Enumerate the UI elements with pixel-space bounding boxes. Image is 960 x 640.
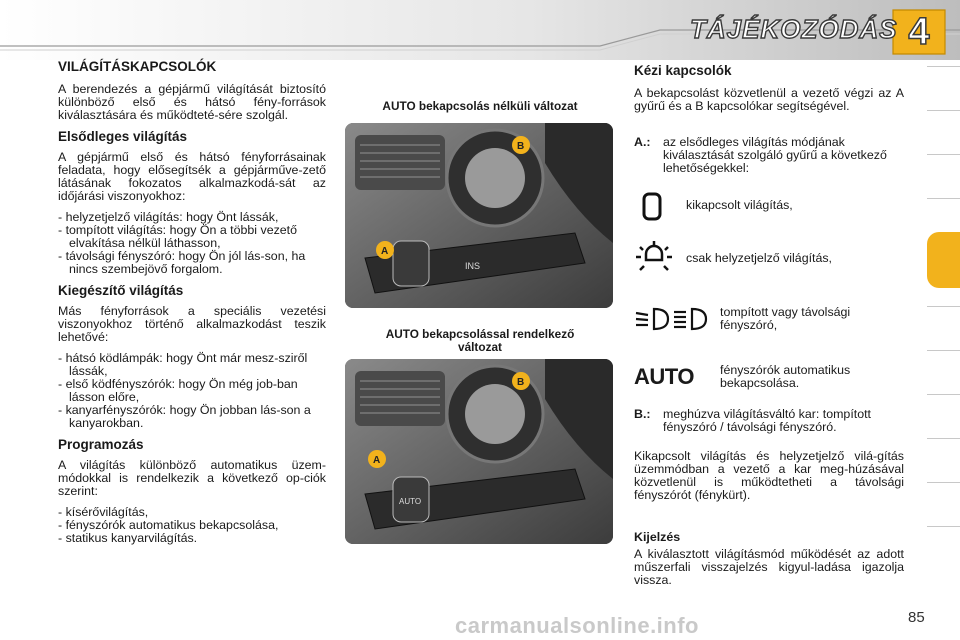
list-item: - kanyarfényszórók: hogy Ön jobban lás-son a kanyarokban. (58, 404, 326, 430)
secondary-heading: Kiegészítő világítás (58, 283, 184, 298)
lever-marking: INS (465, 261, 481, 271)
list-item: - első ködfényszórók: hogy Ön még job-ban lásson előre, (58, 378, 326, 404)
chapter-tab[interactable] (927, 482, 960, 527)
programming-heading: Programozás (58, 437, 144, 452)
caption-auto-line2: változat (458, 340, 502, 354)
sidelight-icon (634, 240, 674, 276)
label-b: B (517, 141, 525, 152)
label-b: B (517, 377, 525, 388)
list-item: - tompított világítás: hogy Ön a többi vezető elvakítása nélkül láthasson, (58, 224, 326, 250)
chapter-tab[interactable] (927, 306, 960, 351)
watermark: carmanualsonline.info (455, 613, 699, 638)
chapter-tab[interactable] (927, 110, 960, 155)
list-item: - statikus kanyarvilágítás. (58, 532, 326, 545)
manual-heading: Kézi kapcsolók (634, 63, 732, 78)
list-item: - hátsó ködlámpák: hogy Önt már mesz-sziről lássák, (58, 352, 326, 378)
primary-text: A gépjármű első és hátsó fényforrásainak feladata, hogy elősegítsék a gépjárműve-zető látásának fokozatos alkalmazkodá-sát az időjárási viszonyokhoz: (58, 150, 326, 203)
chapter-title: TÁJÉKOZÓDÁS (690, 14, 898, 44)
caption-auto-line1: AUTO bekapcsolással rendelkező (385, 327, 575, 341)
manual-intro: A bekapcsolást közvetlenül a vezető végzi az A gyűrű és a B kapcsolókar segítségével. (634, 86, 904, 113)
primary-list (58, 211, 326, 276)
programming-text: A világítás különböző automatikus üzem-módokkal is rendelkezik a következő op-ciók szerint: (58, 458, 326, 498)
switch-illustration-auto (345, 359, 613, 544)
icon-row-auto (634, 364, 890, 390)
chapter-tab[interactable] (927, 526, 960, 571)
icon-row-sidelight (634, 240, 832, 276)
caption-auto (340, 328, 620, 354)
right-column (634, 64, 904, 121)
page-number: 85 (908, 609, 925, 626)
intro-text: A berendezés a gépjármű világítását biztosító különböző első és hátsó fény-források kiválasztására és működteté-sére szolgál. (58, 82, 326, 122)
chapter-tab[interactable] (927, 66, 960, 111)
chapter-tab[interactable] (927, 350, 960, 395)
label-a: A (373, 455, 381, 466)
icon-text-sidelight: csak helyzetjelző világítás, (686, 251, 833, 265)
list-item: - fényszórók automatikus bekapcsolása, (58, 519, 326, 532)
b-text: meghúzva világításváltó kar: tompított fényszóró / távolsági fényszóró. (663, 407, 871, 434)
chapter-tabs (927, 66, 960, 576)
flash-text: Kikapcsolt világítás és helyzetjelző vilá-gítás üzemmódban a vezető a kar meg-húzásával közvetlenül is működtetheti a távolsági fényszórót (fénykürt). (634, 449, 904, 502)
switch-photo-no-auto (345, 123, 613, 308)
a-label: A.: (634, 135, 651, 149)
left-column (58, 60, 326, 553)
icon-text-off: kikapcsolt világítás, (686, 198, 793, 212)
list-item: - kísérővilágítás, (58, 506, 326, 519)
auto-icon: AUTO (634, 364, 694, 389)
display-text: A kiválasztott világításmód működését az adott műszerfali visszajelzés kigyul-ladása igazolja vissza. (634, 547, 904, 587)
chapter-number: 4 (908, 10, 930, 53)
lever-marking: AUTO (399, 497, 422, 506)
section-title: VILÁGÍTÁSKAPCSOLÓK (58, 59, 217, 74)
list-item: - távolsági fényszóró: hogy Ön jól lás-son, ha nincs szembejövő forgalom. (58, 250, 326, 276)
icon-text-auto: fényszórók automatikus bekapcsolása. (720, 363, 851, 390)
chapter-tab[interactable] (927, 438, 960, 483)
headlight-icon (634, 306, 710, 332)
display-heading: Kijelzés (634, 530, 681, 544)
icon-row-off (634, 192, 793, 222)
off-ring-icon (634, 192, 674, 222)
switch-photo-auto (345, 359, 613, 544)
label-a: A (381, 246, 389, 257)
switch-illustration (345, 123, 613, 308)
chapter-tab[interactable] (927, 154, 960, 199)
icon-text-headlight: tompított vagy távolsági fényszóró, (720, 305, 851, 332)
b-label: B.: (634, 407, 651, 421)
icon-row-headlight (634, 306, 890, 332)
list-item: - helyzetjelző világítás: hogy Önt lássák, (58, 211, 326, 224)
chapter-tab[interactable] (927, 394, 960, 439)
secondary-list (58, 352, 326, 430)
programming-list (58, 506, 326, 545)
a-text: az elsődleges világítás módjának kiválasztását szolgáló gyűrű a következő lehetőségekkel: (663, 135, 887, 175)
caption-no-auto: AUTO bekapcsolás nélküli változat (382, 99, 578, 113)
primary-heading: Elsődleges világítás (58, 129, 188, 144)
chapter-tab-active[interactable] (927, 232, 960, 288)
secondary-text: Más fényforrások a speciális vezetési viszonyokhoz történő alkalmazkodást teszik lehetővé: (58, 304, 326, 344)
